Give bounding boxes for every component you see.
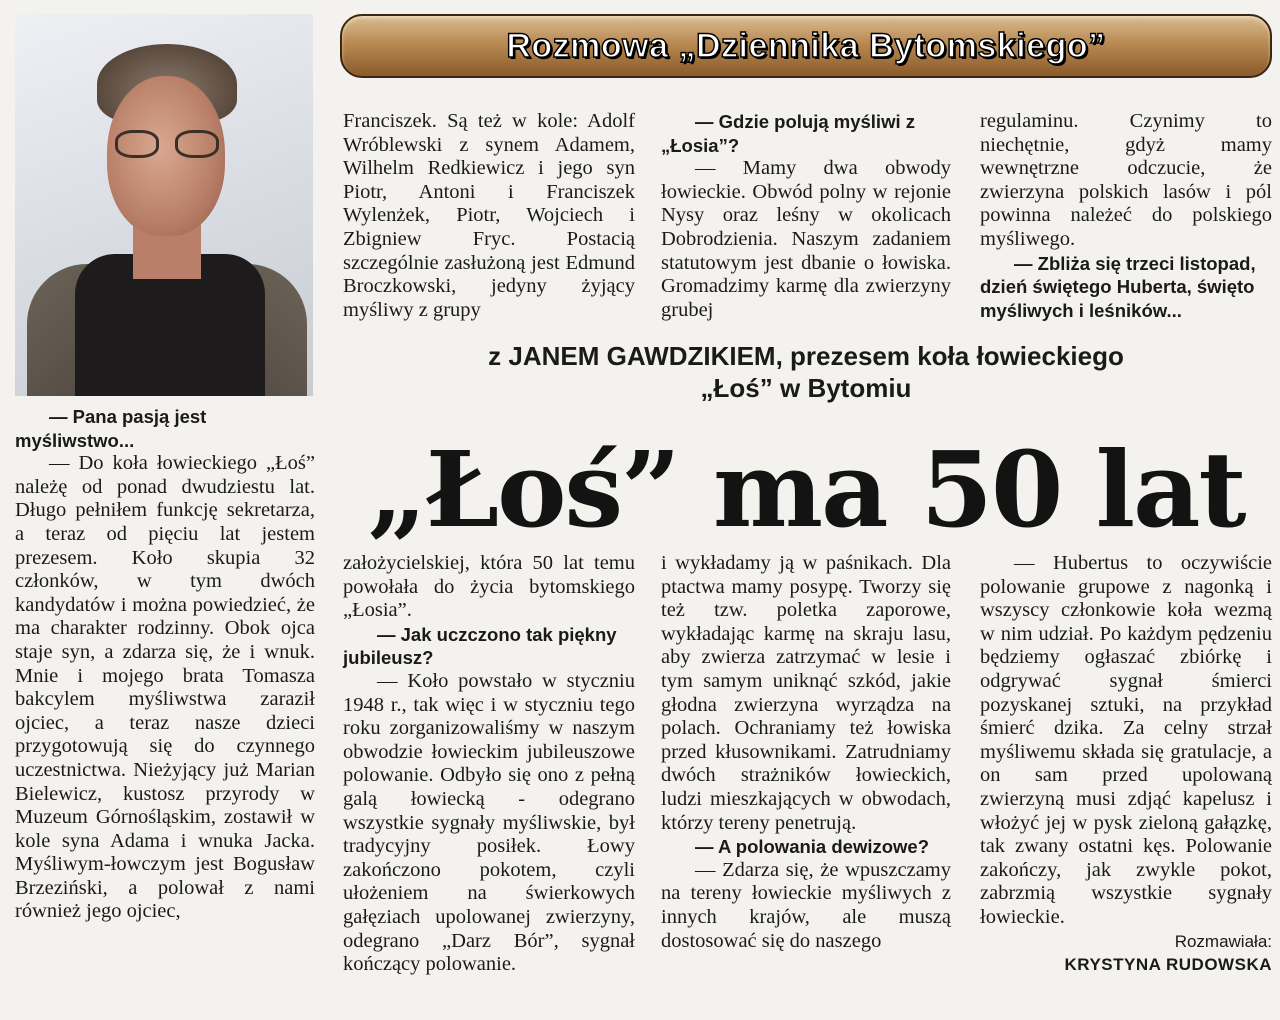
question-paragraph: — Zbliża się trzeci listopad, dzień świętego Huberta, święto myśliwych i leśników...: [980, 252, 1256, 321]
article-column-2-bottom: [343, 552, 635, 977]
article-column-3-bottom: [661, 552, 951, 953]
answer-paragraph: — Do koła łowieckiego „Łoś” należę od ponad dwudziestu lat. Długo pełniłem funkcję sekretarza, a teraz od pięciu lat jestem prezesem. Koło skupia 32 członków, w tym dwóch kandydatów i można powiedzieć, że ma charakter rodzinny. Obok ojca staje syn, a zdarza się, że i wnuk. Mnie i mojego brata Tomasza bakcylem myśliwstwa zaraził ojciec, a teraz nasze dzieci przygotowują się do czynnego uczestnictwa. Nieżyjący już Marian Bielewicz, kustosz przyrody w Muzeum Górnośląskim, zostawił w kole syna Adama i wnuka Jacka. Myśliwym-łowczym jest Bogusław Brzeziński, a polował z nami również jego ojciec,: [15, 452, 315, 923]
article-column-3-top: [661, 110, 951, 322]
subheading-line-2: „Łoś” w Bytomiu: [700, 373, 912, 403]
article-column-4-top: [980, 110, 1272, 322]
answer-paragraph: — Mamy dwa obwody łowieckie. Obwód polny w rejonie Nysy oraz leśny w okolicach Dobrodzienia. Naszym zadaniem statutowym jest dbanie o łowiska. Gromadzimy karmę dla zwierzyny grubej: [661, 157, 951, 321]
answer-paragraph: i wykładamy ją w paśnikach. Dla ptactwa mamy posypę. Tworzy się też tzw. poletka zaporowe, wykładając karmę na skraju lasu, aby zwierza zatrzymać w lesie i tym samym uniknąć szkód, jakie głodna zwierzyna wyrządza na polach. Ochraniamy też łowiska przed kłusownikami. Zatrudniamy dwóch strażników łowieckich, ludzi mieszkających w obwodach, którzy tereny penetrują.: [661, 552, 951, 834]
article-column-4-bottom: [980, 552, 1272, 977]
question-paragraph: — Gdzie polują myśliwi z „Łosia”?: [661, 111, 915, 156]
answer-paragraph: — Koło powstało w styczniu 1948 r., tak więc i w styczniu tego roku zorganizowaliśmy w naszym obwodzie łowieckim jubileuszowe polowanie. Odbyło się ono z pełną galą łowiecką - odegrano wszystkie sygnały myśliwskie, był tradycyjny posiłek. Łowy zakończono pokotem, czyli ułożeniem na świerkowych gałęziach upolowanej zwierzyny, odegrano „Darz Bór”, sygnał kończący polowanie.: [343, 669, 635, 976]
article-column-2-top: [343, 110, 635, 322]
article-column-1: [15, 405, 315, 924]
banner-title: Rozmowa „Dziennika Bytomskiego”: [506, 26, 1106, 65]
answer-paragraph: — Zdarza się, że wpuszczamy na tereny łowieckie myśliwych z innych krajów, ale muszą dostosować się do naszego: [661, 858, 951, 952]
author-name: KRYSTYNA RUDOWSKA: [1064, 955, 1272, 975]
question-paragraph: — A polowania dewizowe?: [695, 836, 930, 858]
subheading-line-1: z JANEM GAWDZIKIEM, prezesem koła łowieckiego: [488, 341, 1124, 371]
question-paragraph: — Jak uczczono tak piękny jubileusz?: [343, 623, 617, 669]
section-banner: [340, 14, 1272, 78]
portrait-photo: [15, 14, 313, 396]
question-paragraph: — Pana pasją jest myśliwstwo...: [15, 406, 207, 451]
answer-paragraph: regulaminu. Czynimy to niechętnie, gdyż mamy wewnętrzne odczucie, że zwierzyna polskich lasów i pól powinna należeć do polskiego myśliwego.: [980, 110, 1272, 250]
answer-paragraph: Franciszek. Są też w kole: Adolf Wróblewski z synem Adamem, Wilhelm Redkiewicz i jego syn Piotr, Antoni i Franciszek Wylenżek, Piotr, Wojciech i Zbigniew Fryc. Postacią szczególnie zasłużoną jest Edmund Broczkowski, jedyny żyjący myśliwy z grupy: [343, 110, 635, 321]
interviewer-label: Rozmawiała:: [1174, 931, 1272, 951]
answer-paragraph: — Hubertus to oczywiście polowanie grupowe z nagonką i wszyscy członkowie koła wezmą w nim udział. Po każdym pędzeniu będziemy ogłaszać zbiórkę i odgrywać sygnał śmierci pozyskanej sztuki, na przykład śmierć dzika. Za celny strzał myśliwemu składa się gratulacje, a on sam przed upolowaną zwierzyną musi zdjąć kapelusz i włożyć jej w pysk zieloną gałązkę, tak zwany ostatni kęs. Polowanie zakończy, jak zwykle pokot, zabrzmią wszystkie sygnały łowieckie.: [980, 552, 1272, 928]
portrait-glasses: [115, 130, 219, 160]
answer-paragraph: założycielskiej, która 50 lat temu powołała do życia bytomskiego „Łosia”.: [343, 552, 635, 622]
article-headline: „Łoś” ma 50 lat: [367, 428, 1245, 551]
interview-subheading: [340, 340, 1272, 404]
